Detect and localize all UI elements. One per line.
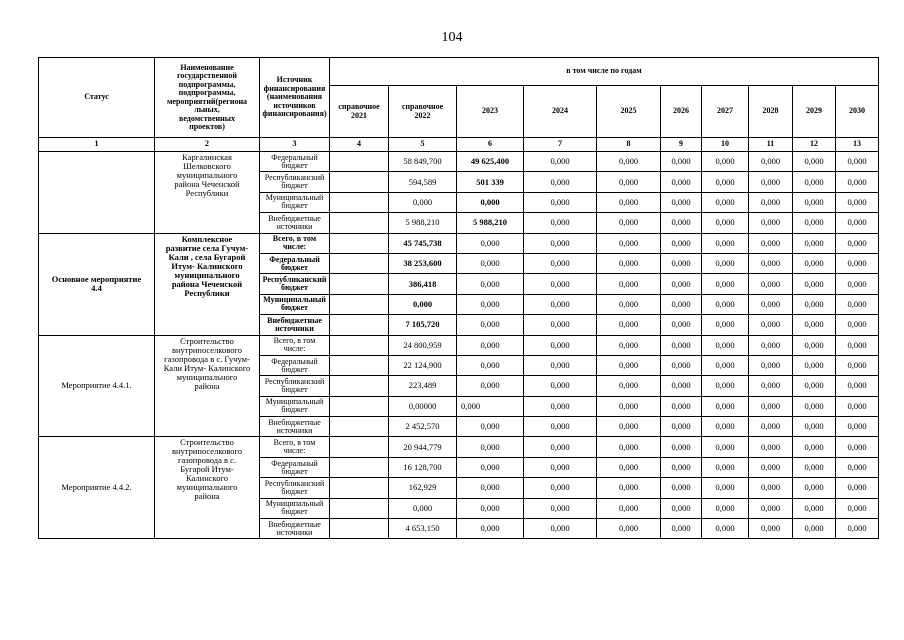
value-zero: 0,000 [793,172,836,192]
value-2021 [330,457,389,477]
value-zero: 0,000 [793,396,836,416]
value-zero: 0,000 [836,519,879,539]
value-2023: 5 988,210 [457,213,524,233]
value-zero: 0,000 [661,519,702,539]
value-zero: 0,000 [597,294,661,314]
budget-table [38,57,879,539]
value-zero: 0,000 [524,478,597,498]
value-zero: 0,000 [836,478,879,498]
source-cell: Внебюджетные источники [260,519,330,539]
value-zero: 0,000 [597,457,661,477]
value-2021 [330,233,389,253]
source-cell: Внебюджетные источники [260,213,330,233]
source-cell: Муниципальный бюджет [260,294,330,314]
value-zero: 0,000 [597,192,661,212]
value-zero: 0,000 [702,172,749,192]
column-number-row [39,138,879,152]
value-zero: 0,000 [793,519,836,539]
value-2021 [330,172,389,192]
value-zero: 0,000 [836,152,879,172]
value-zero: 0,000 [661,172,702,192]
value-2023: 0,000 [457,335,524,355]
value-zero: 0,000 [749,437,793,457]
value-zero: 0,000 [597,233,661,253]
value-2023: 0,000 [457,253,524,273]
value-zero: 0,000 [793,478,836,498]
value-zero: 0,000 [749,519,793,539]
value-2022: 7 105,720 [389,315,457,335]
value-zero: 0,000 [836,457,879,477]
value-zero: 0,000 [661,335,702,355]
value-zero: 0,000 [749,498,793,518]
header-year: 2028 [749,86,793,138]
value-zero: 0,000 [836,213,879,233]
value-2021 [330,152,389,172]
value-zero: 0,000 [597,519,661,539]
value-2023: 0,000 [457,519,524,539]
value-zero: 0,000 [702,274,749,294]
value-zero: 0,000 [524,152,597,172]
value-zero: 0,000 [597,498,661,518]
value-zero: 0,000 [836,172,879,192]
value-zero: 0,000 [793,417,836,437]
value-zero: 0,000 [597,315,661,335]
value-2022: 20 944,779 [389,437,457,457]
header-year: 2030 [836,86,879,138]
value-zero: 0,000 [661,192,702,212]
value-zero: 0,000 [524,437,597,457]
value-zero: 0,000 [597,274,661,294]
value-zero: 0,000 [661,294,702,314]
source-cell: Всего, в том числе: [260,437,330,457]
value-zero: 0,000 [836,233,879,253]
value-zero: 0,000 [793,335,836,355]
value-2021 [330,355,389,375]
value-zero: 0,000 [702,457,749,477]
value-2021 [330,519,389,539]
value-zero: 0,000 [661,152,702,172]
value-zero: 0,000 [702,315,749,335]
value-zero: 0,000 [702,355,749,375]
value-zero: 0,000 [749,396,793,416]
value-2022: 22 124,900 [389,355,457,375]
value-zero: 0,000 [793,376,836,396]
value-zero: 0,000 [749,457,793,477]
value-zero: 0,000 [702,335,749,355]
value-2022: 594,589 [389,172,457,192]
value-2021 [330,335,389,355]
value-zero: 0,000 [597,335,661,355]
value-zero: 0,000 [661,478,702,498]
value-2023: 0,000 [457,355,524,375]
value-zero: 0,000 [661,457,702,477]
value-zero: 0,000 [749,355,793,375]
value-2021 [330,396,389,416]
value-zero: 0,000 [524,192,597,212]
column-number: 12 [793,138,836,152]
column-number: 9 [661,138,702,152]
source-cell: Федеральный бюджет [260,355,330,375]
value-zero: 0,000 [661,315,702,335]
value-zero: 0,000 [836,253,879,273]
value-zero: 0,000 [661,213,702,233]
value-zero: 0,000 [836,437,879,457]
program-name-cell: Каргалинская Шелковского муниципального района Чеченской Республики [155,152,260,234]
value-2021 [330,498,389,518]
value-2022: 45 745,738 [389,233,457,253]
header-year: 2027 [702,86,749,138]
source-cell: Федеральный бюджет [260,152,330,172]
value-zero: 0,000 [524,396,597,416]
program-name-cell: Строительство внутрипоселкового газопровода в с. Бугарой Итум- Калинского муниципального района [155,437,260,539]
value-zero: 0,000 [524,335,597,355]
value-zero: 0,000 [836,294,879,314]
value-zero: 0,000 [749,335,793,355]
value-zero: 0,000 [836,192,879,212]
source-cell: Республиканский бюджет [260,478,330,498]
value-2022: 223,489 [389,376,457,396]
value-zero: 0,000 [793,437,836,457]
value-2023: 0,000 [457,376,524,396]
header-year: справочное 2021 [330,86,389,138]
program-name-cell: Строительство внутрипоселкового газопровода в с. Гучум- Кали Итум- Калинского муниципального района [155,335,260,437]
value-2021 [330,213,389,233]
value-zero: 0,000 [661,396,702,416]
value-zero: 0,000 [597,355,661,375]
value-zero: 0,000 [836,335,879,355]
value-2023: 0,000 [457,192,524,212]
source-cell: Муниципальный бюджет [260,396,330,416]
status-cell: Мероприятие 4.4.1. [39,335,155,437]
column-number: 1 [39,138,155,152]
source-cell: Республиканский бюджет [260,274,330,294]
header-year: 2024 [524,86,597,138]
source-cell: Всего, в том числе: [260,335,330,355]
status-cell [39,152,155,234]
column-number: 6 [457,138,524,152]
value-zero: 0,000 [793,192,836,212]
value-2021 [330,417,389,437]
value-2023: 0,000 [457,233,524,253]
value-zero: 0,000 [661,253,702,273]
value-zero: 0,000 [524,253,597,273]
value-zero: 0,000 [702,152,749,172]
value-zero: 0,000 [597,478,661,498]
value-zero: 0,000 [793,152,836,172]
value-2023: 0,000 [457,498,524,518]
source-cell: Всего, в том числе: [260,233,330,253]
value-2022: 0,000 [389,498,457,518]
value-zero: 0,000 [702,294,749,314]
value-zero: 0,000 [597,253,661,273]
value-2021 [330,294,389,314]
header-year: справочное 2022 [389,86,457,138]
program-name-cell: Комплексное развитие села Гучум- Кали , села Бугарой Итум- Калинского муниципального района Чеченской Республики [155,233,260,335]
source-cell: Муниципальный бюджет [260,498,330,518]
value-zero: 0,000 [702,396,749,416]
column-number: 3 [260,138,330,152]
source-cell: Федеральный бюджет [260,253,330,273]
value-zero: 0,000 [524,355,597,375]
value-2023: 0,000 [457,417,524,437]
column-number: 10 [702,138,749,152]
header-status: Статус [39,58,155,138]
value-2022: 386,418 [389,274,457,294]
source-cell: Внебюджетные источники [260,315,330,335]
value-zero: 0,000 [749,152,793,172]
value-zero: 0,000 [524,417,597,437]
value-zero: 0,000 [836,396,879,416]
source-cell: Республиканский бюджет [260,376,330,396]
value-zero: 0,000 [597,213,661,233]
table-row [39,233,879,253]
header-year: 2025 [597,86,661,138]
value-2023: 0,000 [457,457,524,477]
status-cell: Мероприятие 4.4.2. [39,437,155,539]
value-2022: 4 653,150 [389,519,457,539]
value-zero: 0,000 [597,376,661,396]
table-row [39,152,879,172]
value-zero: 0,000 [661,437,702,457]
value-zero: 0,000 [661,274,702,294]
value-zero: 0,000 [702,192,749,212]
value-2023: 49 625,400 [457,152,524,172]
value-zero: 0,000 [749,315,793,335]
value-zero: 0,000 [749,233,793,253]
value-2023: 0,000 [457,396,524,416]
value-zero: 0,000 [793,233,836,253]
value-2023: 0,000 [457,437,524,457]
value-zero: 0,000 [749,376,793,396]
value-zero: 0,000 [793,457,836,477]
value-zero: 0,000 [793,294,836,314]
value-zero: 0,000 [524,294,597,314]
value-2023: 0,000 [457,478,524,498]
value-2021 [330,274,389,294]
header-source: Источник финансирования (наименования источников финансирования) [260,58,330,138]
value-2021 [330,315,389,335]
value-zero: 0,000 [793,498,836,518]
status-cell: Основное мероприятие 4.4 [39,233,155,335]
value-zero: 0,000 [524,519,597,539]
header-row [39,58,879,86]
value-zero: 0,000 [793,213,836,233]
value-zero: 0,000 [702,233,749,253]
value-zero: 0,000 [836,417,879,437]
value-zero: 0,000 [661,417,702,437]
header-year: 2029 [793,86,836,138]
source-cell: Муниципальный бюджет [260,192,330,212]
value-zero: 0,000 [836,376,879,396]
value-2023: 501 339 [457,172,524,192]
source-cell: Внебюджетные источники [260,417,330,437]
source-cell: Республиканский бюджет [260,172,330,192]
value-zero: 0,000 [524,498,597,518]
value-2023: 0,000 [457,294,524,314]
value-2022: 24 800,959 [389,335,457,355]
page-number: 104 [441,30,463,45]
value-zero: 0,000 [749,172,793,192]
header-years-caption: в том числе по годам [330,58,879,86]
value-zero: 0,000 [524,315,597,335]
value-2021 [330,437,389,457]
column-number: 5 [389,138,457,152]
value-2022: 16 128,700 [389,457,457,477]
value-zero: 0,000 [793,253,836,273]
value-zero: 0,000 [749,253,793,273]
value-zero: 0,000 [702,376,749,396]
value-zero: 0,000 [524,274,597,294]
value-2022: 58 849,700 [389,152,457,172]
value-zero: 0,000 [836,498,879,518]
value-zero: 0,000 [597,437,661,457]
value-zero: 0,000 [702,213,749,233]
value-zero: 0,000 [597,396,661,416]
value-zero: 0,000 [524,457,597,477]
value-2022: 38 253,600 [389,253,457,273]
value-2022: 0,000 [389,294,457,314]
column-number: 8 [597,138,661,152]
value-2023: 0,000 [457,315,524,335]
value-zero: 0,000 [524,376,597,396]
value-zero: 0,000 [597,172,661,192]
value-zero: 0,000 [702,437,749,457]
value-zero: 0,000 [793,355,836,375]
table-row [39,335,879,355]
value-zero: 0,000 [836,274,879,294]
value-2021 [330,253,389,273]
column-number: 13 [836,138,879,152]
column-number: 11 [749,138,793,152]
value-zero: 0,000 [661,355,702,375]
value-zero: 0,000 [749,192,793,212]
value-zero: 0,000 [702,498,749,518]
value-zero: 0,000 [749,294,793,314]
value-zero: 0,000 [836,355,879,375]
value-zero: 0,000 [661,233,702,253]
value-zero: 0,000 [524,172,597,192]
header-year: 2026 [661,86,702,138]
table-row [39,437,879,457]
value-2022: 0,000 [389,192,457,212]
column-number: 7 [524,138,597,152]
value-zero: 0,000 [597,417,661,437]
value-zero: 0,000 [749,478,793,498]
value-zero: 0,000 [661,498,702,518]
value-2021 [330,478,389,498]
value-2022: 5 988,210 [389,213,457,233]
value-zero: 0,000 [702,253,749,273]
value-zero: 0,000 [836,315,879,335]
value-zero: 0,000 [597,152,661,172]
value-2022: 162,929 [389,478,457,498]
value-2021 [330,192,389,212]
source-cell: Федеральный бюджет [260,457,330,477]
value-2022: 2 452,570 [389,417,457,437]
value-zero: 0,000 [793,315,836,335]
column-number: 4 [330,138,389,152]
value-zero: 0,000 [524,213,597,233]
value-zero: 0,000 [749,417,793,437]
column-number: 2 [155,138,260,152]
value-zero: 0,000 [702,478,749,498]
value-zero: 0,000 [702,417,749,437]
value-zero: 0,000 [749,274,793,294]
value-zero: 0,000 [793,274,836,294]
value-2022: 0,00000 [389,396,457,416]
value-zero: 0,000 [661,376,702,396]
value-zero: 0,000 [749,213,793,233]
value-2021 [330,376,389,396]
value-zero: 0,000 [702,519,749,539]
header-name: Наименование государственной подпрограммы, подпрограммы, мероприятий(региона льных, ведомственных проектов) [155,58,260,138]
header-year: 2023 [457,86,524,138]
value-2023: 0,000 [457,274,524,294]
value-zero: 0,000 [524,233,597,253]
